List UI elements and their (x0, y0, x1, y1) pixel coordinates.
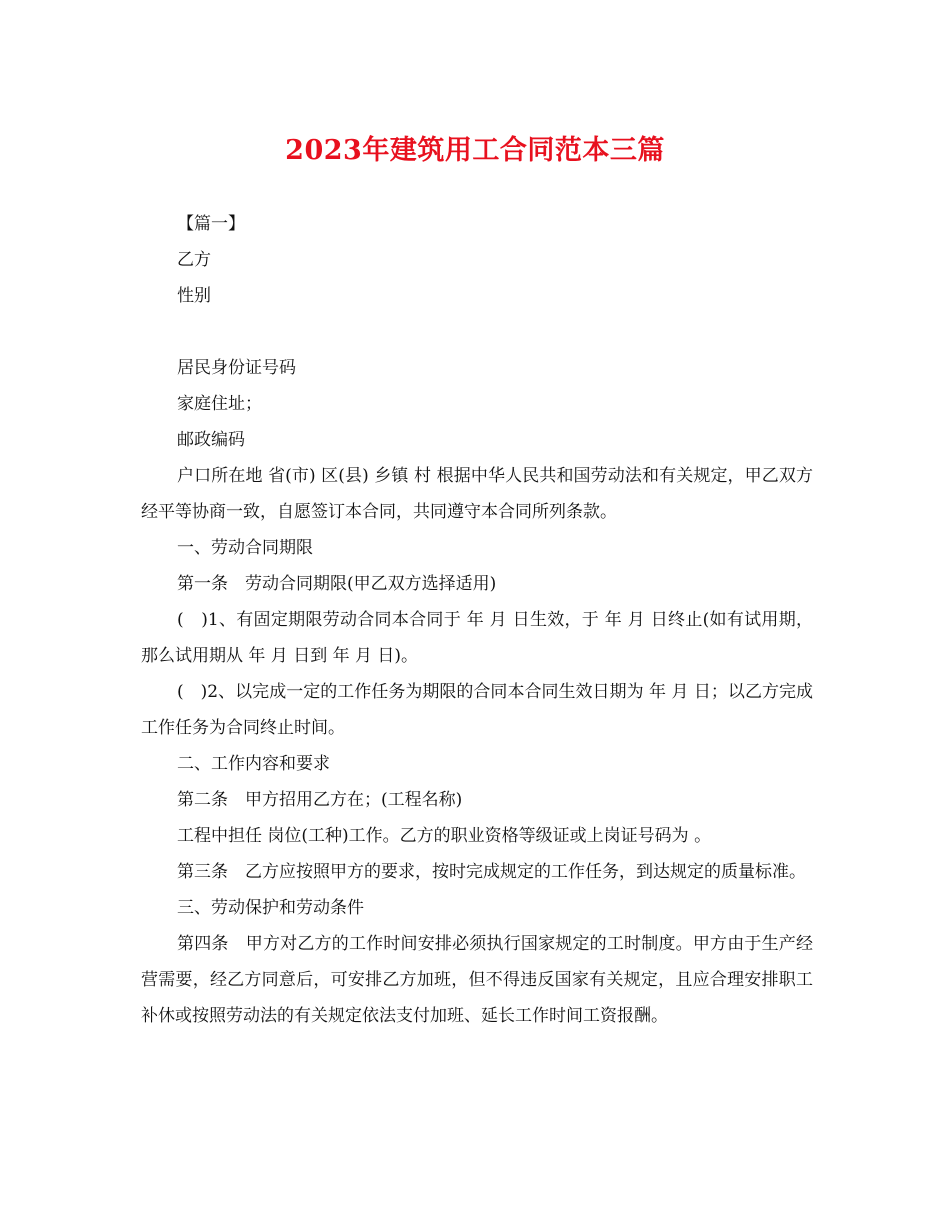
article-one: 第一条 劳动合同期限(甲乙双方选择适用) (177, 574, 497, 594)
field-id-number: 居民身份证号码 (177, 358, 296, 378)
article-two: 第二条 甲方招用乙方在；(工程名称) (177, 790, 463, 810)
option-fixed-term: ( )1、有固定期限劳动合同本合同于 年 月 日生效，于 年 月 日终止(如有试用期，那么试用期从 年 月 日到 年 月 日)。 (141, 610, 813, 666)
paragraph-registration: 户口所在地 省(市) 区(县) 乡镇 村 根据中华人民共和国劳动法和有关规定，甲乙双方经平等协商一致，自愿签订本合同，共同遵守本合同所列条款。 (141, 466, 813, 522)
heading-labor-protection: 三、劳动保护和劳动条件 (177, 898, 364, 918)
heading-contract-term: 一、劳动合同期限 (177, 538, 313, 558)
heading-work-content: 二、工作内容和要求 (177, 754, 330, 774)
field-gender: 性别 (177, 286, 211, 306)
article-three: 第三条 乙方应按照甲方的要求，按时完成规定的工作任务，到达规定的质量标准。 (177, 862, 806, 882)
document-body (141, 206, 813, 1034)
field-home-address: 家庭住址； (177, 394, 262, 414)
option-task-term: ( )2、以完成一定的工作任务为期限的合同本合同生效日期为 年 月 日；以乙方完成 工作任务为合同终止时间。 (141, 682, 813, 738)
section-heading-part-one: 【篇一】 (177, 214, 245, 234)
field-party-b: 乙方 (177, 250, 211, 270)
document-title: 2023年建筑用工合同范本三篇 (285, 135, 665, 166)
field-postal-code: 邮政编码 (177, 430, 245, 450)
article-four: 第四条 甲方对乙方的工作时间安排必须执行国家规定的工时制度。甲方由于生产经营需要，经乙方同意后，可安排乙方加班，但不得违反国家有关规定，且应合理安排职工补休或按照劳动法的有关规定依法支付加班、延长工作时间工资报酬。 (141, 934, 813, 1026)
paragraph-position: 工程中担任 岗位(工种)工作。乙方的职业资格等级证或上岗证号码为 。 (177, 826, 712, 846)
